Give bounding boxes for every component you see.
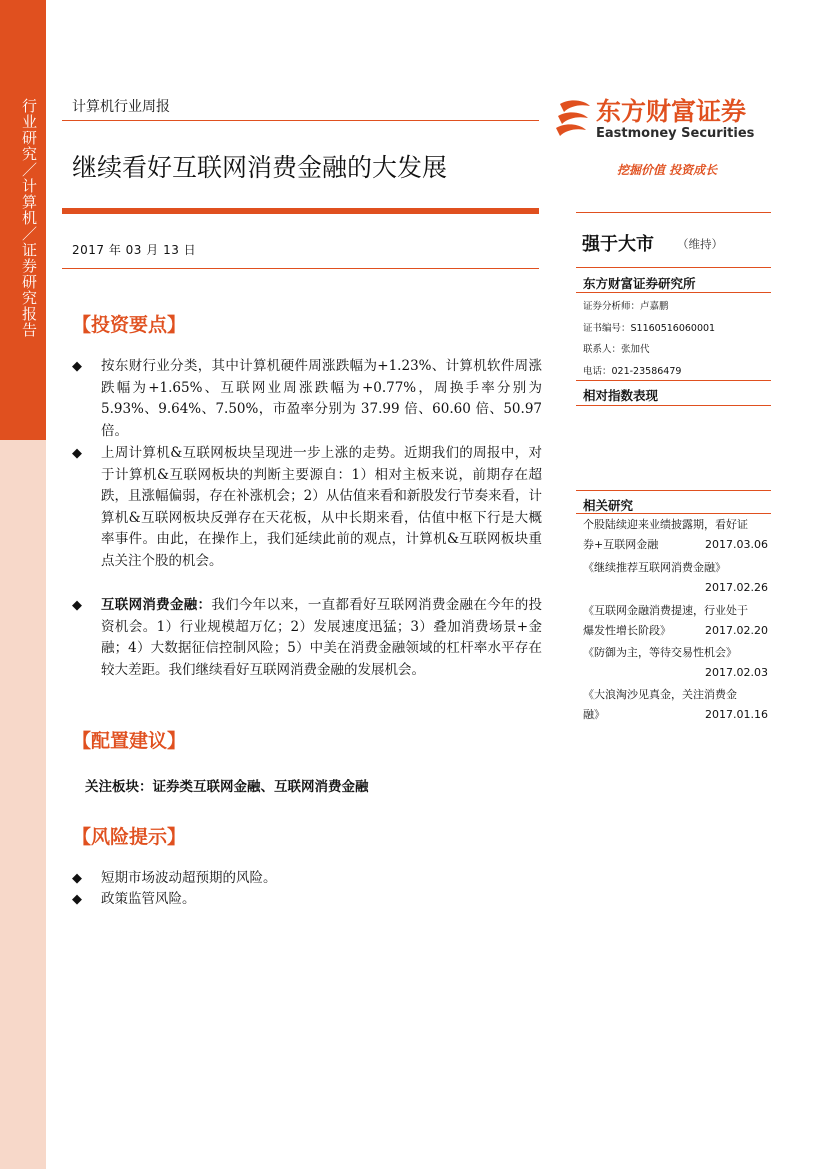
bullet-text: 上周计算机&互联网板块呈现进一步上涨的走势。近期我们的周报中，对于计算机&互联网板块的判断主要源自：1）相对主板来说，前期存在超跌，且涨幅偏弱，存在补涨机会；2）从估值来看和新股发行节奏来看，计算机&互联网板块反弹存在天花板，从中长期来看，估值中枢下行是大概率事件。由此，在操作上，我们延续此前的观点，计算机&互联网板块重点关注个股的机会。: [101, 445, 542, 569]
phone: 电话：021-23586479: [583, 366, 682, 377]
right-divider: [576, 405, 771, 406]
focus-sectors: 关注板块：证券类互联网金融、互联网消费金融: [85, 779, 369, 795]
institute-name: 东方财富证券研究所: [583, 276, 696, 291]
related-item-date: 2017.02.03: [705, 666, 768, 679]
related-item-date: 2017.02.26: [705, 581, 768, 594]
diamond-bullet-icon: ◆: [72, 598, 82, 613]
section-heading-allocation: 【配置建议】: [72, 730, 187, 752]
slogan: 挖掘价值 投资成长: [617, 163, 718, 177]
related-item-title-cont: 融》: [583, 708, 605, 721]
section-heading-risk: 【风险提示】: [72, 826, 187, 848]
related-item-date: 2017.02.20: [705, 624, 768, 637]
diamond-bullet-icon: ◆: [72, 359, 82, 374]
sidebar-band-light: [0, 440, 46, 1169]
rating-status: （维持）: [677, 237, 723, 251]
related-item-date: 2017.01.16: [705, 708, 768, 721]
right-divider: [576, 267, 771, 268]
contact-person: 联系人：张加代: [583, 344, 650, 355]
related-research-title: 相关研究: [583, 498, 634, 513]
right-divider: [576, 513, 771, 514]
company-logo-icon: [556, 96, 592, 140]
related-item[interactable]: [583, 643, 768, 683]
related-item[interactable]: [583, 515, 768, 555]
index-performance-title: 相对指数表现: [583, 388, 659, 403]
right-divider: [576, 292, 771, 293]
title-divider: [62, 208, 539, 214]
related-item[interactable]: [583, 558, 768, 598]
license-number: 证书编号：S1160516060001: [583, 323, 716, 334]
report-type: 计算机行业周报: [72, 99, 170, 115]
right-divider: [576, 380, 771, 381]
bullet-text: [101, 595, 542, 681]
date-divider: [62, 268, 539, 269]
related-item-title: 《大浪淘沙见真金，关注消费金: [583, 688, 737, 701]
bullet-point: [72, 443, 542, 572]
bullet-point: [72, 356, 542, 442]
bullet-lead: 互联网消费金融：: [101, 597, 212, 613]
header-divider: [62, 120, 539, 121]
bullet-body: 我们今年以来，一直都看好互联网消费金融在今年的投资机会。1）行业规模超万亿；2）发展速度迅猛；3）叠加消费场景+金融；4）大数据征信控制风险；5）中美在消费金融领域的杠杆率水平存在较大差距。我们继续看好互联网消费金融的发展机会。: [101, 597, 543, 678]
diamond-bullet-icon: ◆: [72, 871, 82, 886]
section-heading-investment: 【投资要点】: [72, 314, 187, 336]
related-item-title: 《互联网金融消费提速，行业处于: [583, 604, 748, 617]
risk-item: [72, 889, 542, 911]
risk-text: 短期市场波动超预期的风险。: [101, 870, 277, 886]
related-item[interactable]: [583, 685, 768, 725]
risk-item: [72, 868, 542, 890]
right-divider: [576, 490, 771, 491]
analyst: 证券分析师：卢嘉鹏: [583, 301, 669, 312]
report-title: 继续看好互联网消费金融的大发展: [72, 153, 448, 182]
right-divider: [576, 212, 771, 213]
diamond-bullet-icon: ◆: [72, 892, 82, 907]
sidebar-category-text: 行业研究／计算机／证券研究报告: [20, 98, 38, 338]
related-item-title: 个股陆续迎来业绩披露期，看好证: [583, 518, 748, 531]
related-item-title-cont: 券+互联网金融: [583, 538, 659, 551]
related-item-title-cont: 爆发性增长阶段》: [583, 624, 671, 637]
related-item-title: 《继续推荐互联网消费金融》: [583, 561, 726, 574]
logo-name-cn: 东方财富证券: [596, 97, 747, 126]
report-date: 2017 年 03 月 13 日: [72, 243, 197, 257]
logo-name-en: Eastmoney Securities: [596, 126, 755, 141]
rating: 强于大市: [582, 234, 654, 255]
diamond-bullet-icon: ◆: [72, 446, 82, 461]
bullet-text: 按东财行业分类，其中计算机硬件周涨跌幅为+1.23%、计算机软件周涨跌幅为+1.65%、互联网业周涨跌幅为+0.77%，周换手率分别为5.93%、9.64%、7.50%，市盈率分别为 37.99 倍、60.60 倍、50.97 倍。: [101, 358, 542, 439]
related-item-title: 《防御为主，等待交易性机会》: [583, 646, 737, 659]
bullet-point: [72, 595, 542, 681]
risk-text: 政策监管风险。: [101, 891, 196, 907]
related-item-date: 2017.03.06: [705, 538, 768, 551]
related-item[interactable]: [583, 601, 768, 641]
